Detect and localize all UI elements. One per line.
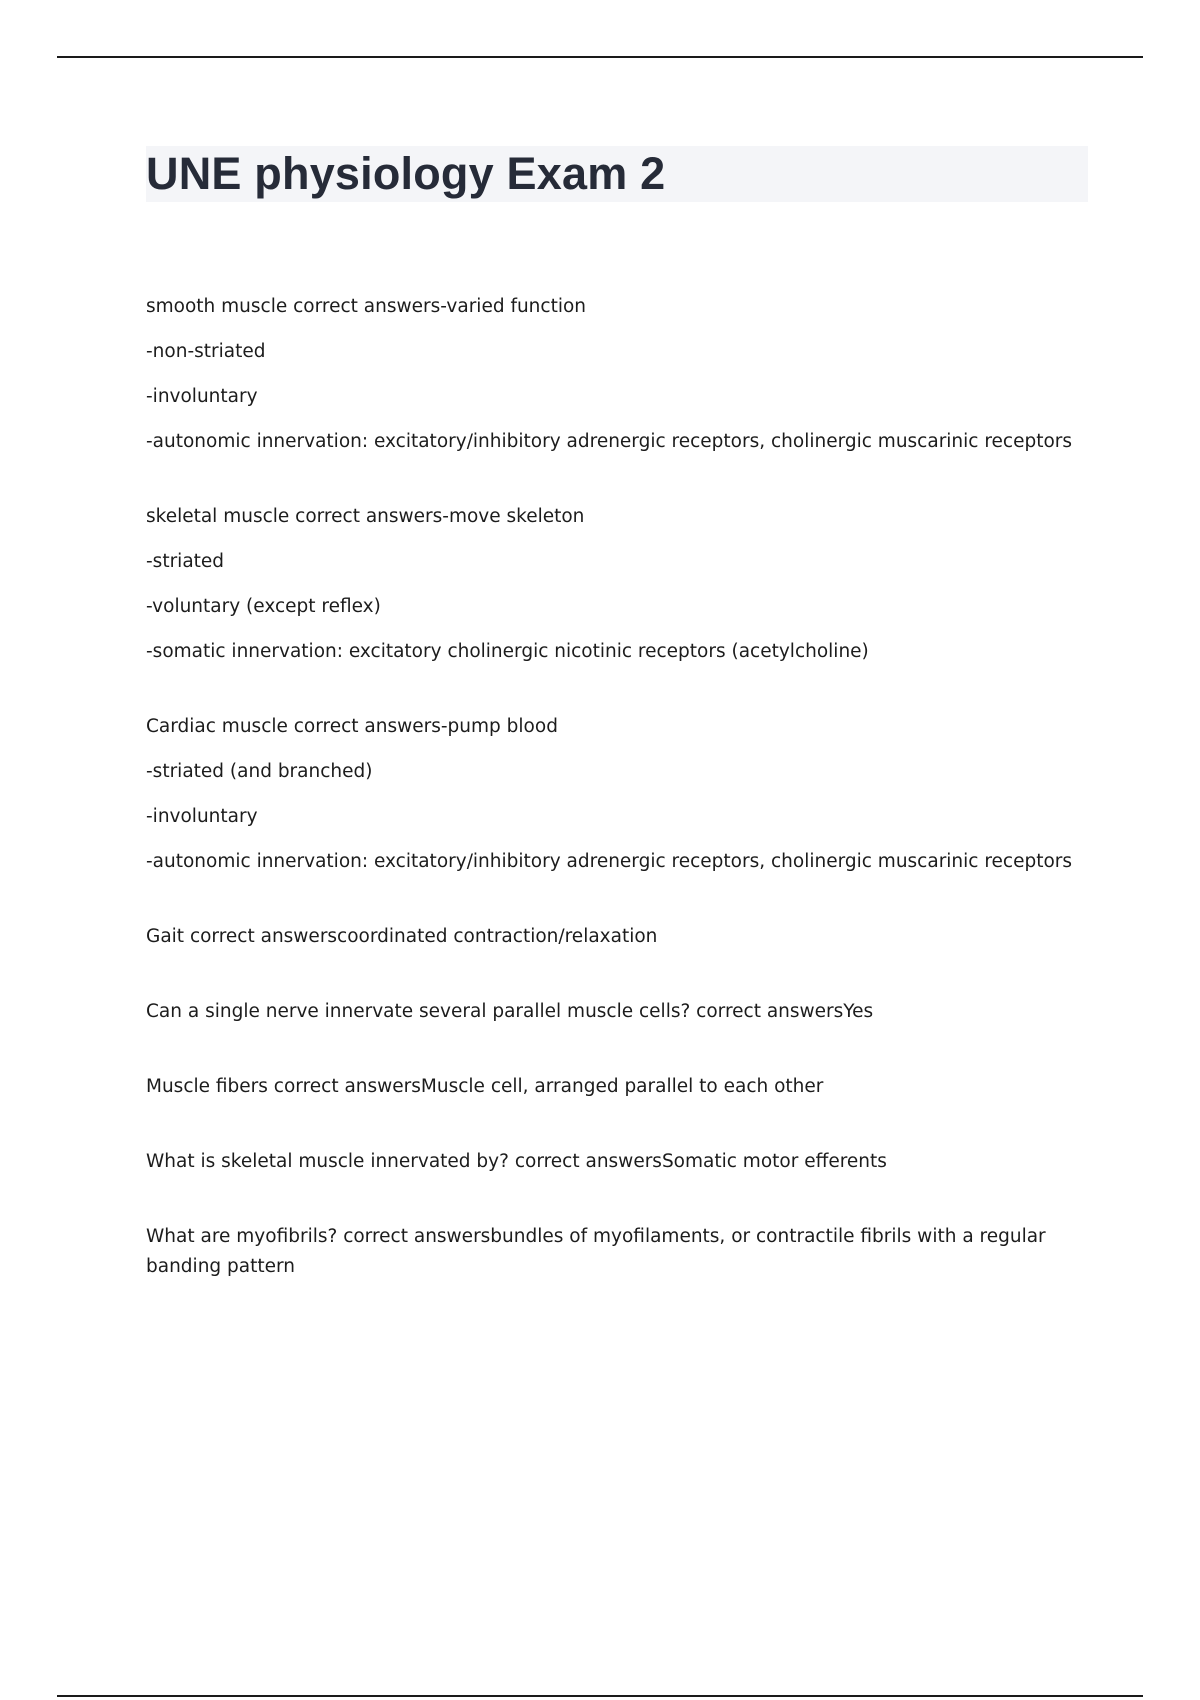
flashcard-myofibrils (146, 1222, 1096, 1282)
top-rule (57, 56, 1143, 58)
card-line: smooth muscle correct answers-varied function (146, 296, 587, 317)
card-line: -autonomic innervation: excitatory/inhibitory adrenergic receptors, cholinergic muscarinic receptors (146, 431, 1073, 452)
flashcard-single-nerve (146, 997, 1096, 1027)
card-line: What are myofibrils? correct answersbundles of myofilaments, or contractile fibrils with a regular banding pattern (146, 1226, 1046, 1277)
card-line: What is skeletal muscle innervated by? correct answersSomatic motor efferents (146, 1151, 887, 1172)
flashcard-gait (146, 922, 1096, 952)
card-line: Gait correct answerscoordinated contraction/relaxation (146, 926, 658, 947)
flashcard-skeletal-muscle (146, 502, 1096, 667)
card-line: -voluntary (except reflex) (146, 596, 381, 617)
card-line: -somatic innervation: excitatory cholinergic nicotinic receptors (acetylcholine) (146, 641, 869, 662)
card-line: -non-striated (146, 341, 266, 362)
card-line: -involuntary (146, 806, 258, 827)
flashcard-cardiac-muscle (146, 712, 1096, 877)
card-line: -striated (and branched) (146, 761, 373, 782)
flashcard-smooth-muscle (146, 292, 1096, 457)
page-title: UNE physiology Exam 2 (146, 148, 666, 199)
card-line: -autonomic innervation: excitatory/inhibitory adrenergic receptors, cholinergic muscarinic receptors (146, 851, 1073, 872)
bottom-rule (57, 1695, 1143, 1697)
card-line: -involuntary (146, 386, 258, 407)
flashcard-skeletal-innervation (146, 1147, 1096, 1177)
card-line: -striated (146, 551, 225, 572)
document-body (146, 292, 1096, 1327)
card-line: Cardiac muscle correct answers-pump blood (146, 716, 558, 737)
card-line: skeletal muscle correct answers-move skeleton (146, 506, 585, 527)
card-line: Can a single nerve innervate several parallel muscle cells? correct answersYes (146, 1001, 874, 1022)
card-line: Muscle fibers correct answersMuscle cell, arranged parallel to each other (146, 1076, 824, 1097)
flashcard-muscle-fibers (146, 1072, 1096, 1102)
